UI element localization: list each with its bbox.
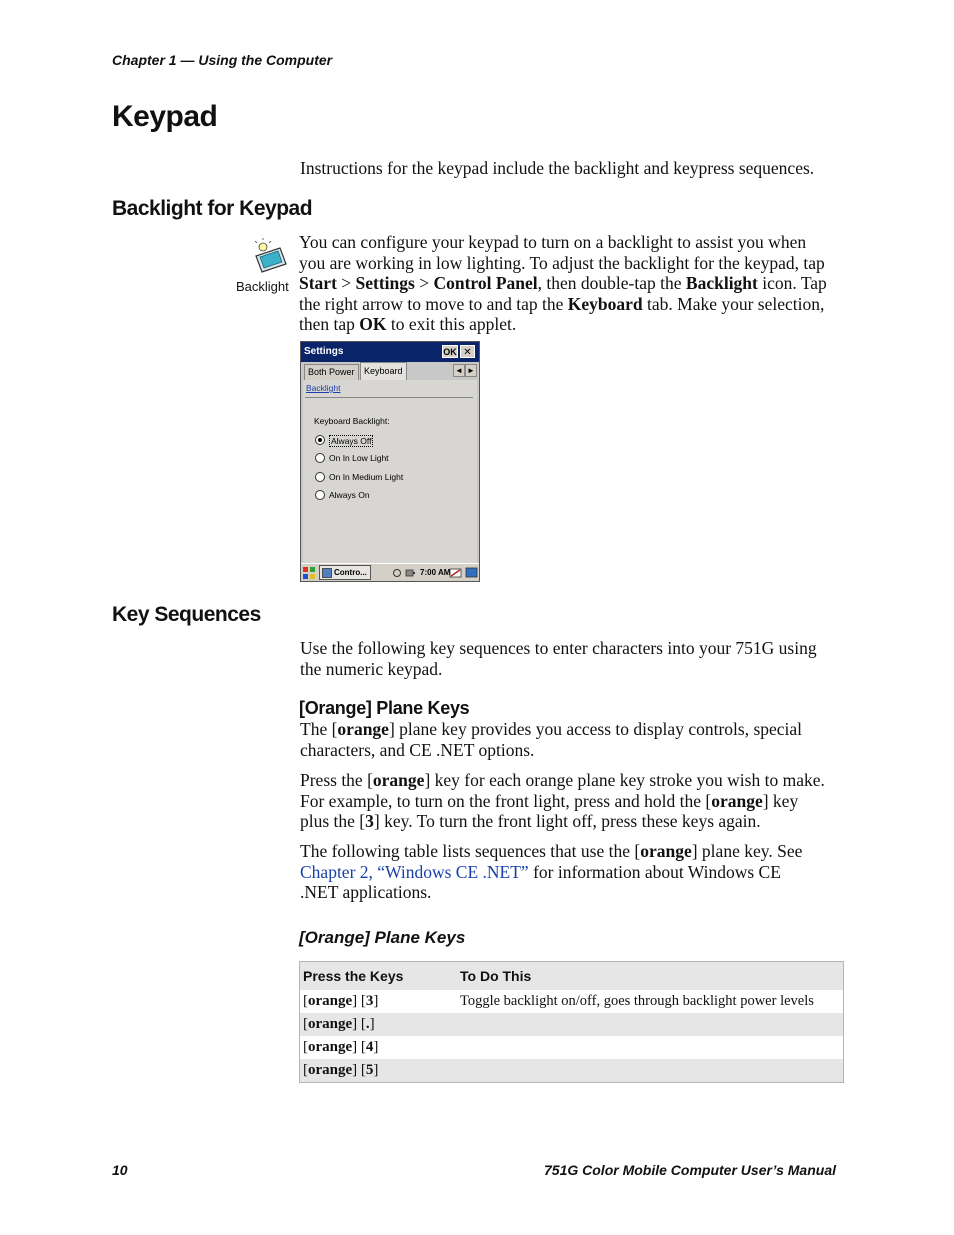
orange-plane-keys-table [299, 961, 844, 1083]
radio-label-on-medium-light: On In Medium Light [329, 472, 404, 482]
tab-both-power[interactable]: Both Power [304, 364, 359, 380]
orange-plane-paragraph-1: The [orange] plane key provides you access to display controls, special characters, and CE .NET options. [300, 719, 803, 760]
table-row [300, 1013, 844, 1036]
radio-always-on[interactable] [315, 490, 325, 500]
radio-on-low-light[interactable] [315, 453, 325, 463]
table-header-action: To Do This [457, 962, 844, 991]
radio-always-off[interactable] [315, 435, 325, 445]
panel-divider [305, 397, 473, 398]
table-row [300, 1059, 844, 1083]
radio-on-medium-light[interactable] [315, 472, 325, 482]
settings-titlebar [301, 342, 479, 362]
keyboard-backlight-label: Keyboard Backlight: [314, 416, 390, 426]
running-head: Chapter 1 — Using the Computer [112, 52, 333, 68]
radio-label-always-off: Always Off [331, 436, 372, 446]
table-cell-keys: [orange] [.] [300, 1013, 458, 1036]
network-icon[interactable] [392, 568, 402, 578]
table-header-row [300, 962, 844, 991]
table-cell-action [457, 1059, 844, 1083]
taskbar [301, 563, 479, 582]
intro-text: Instructions for the keypad include the backlight and keypress sequences. [300, 158, 815, 178]
orange-plane-heading: [Orange] Plane Keys [299, 698, 470, 718]
radio-label-always-on: Always On [329, 490, 370, 500]
battery-icon[interactable] [405, 567, 416, 578]
settings-title: Settings [304, 346, 344, 357]
orange-plane-paragraph-2: Press the [orange] key for each orange plane key stroke you wish to make. For example, to turn on the front light, press and hold the [orange] key plus the [3] key. To turn the front light off, press these keys again. [300, 770, 825, 831]
table-cell-keys: [orange] [5] [300, 1059, 458, 1083]
table-cell-action: Toggle backlight on/off, goes through backlight power levels [457, 990, 844, 1013]
tab-keyboard[interactable]: Keyboard [360, 362, 407, 381]
key-sequences-text: Use the following key sequences to enter characters into your 751G using the numeric keypad. [300, 638, 817, 679]
start-windows-icon[interactable] [302, 566, 316, 580]
table-cell-keys: [orange] [4] [300, 1036, 458, 1059]
tab-scroll-left-icon[interactable]: ◄ [453, 364, 465, 377]
taskbar-control-panel-button[interactable]: Contro... [319, 565, 371, 580]
radio-label-on-low-light: On In Low Light [329, 453, 389, 463]
tab-scroll-right-icon[interactable]: ► [465, 364, 477, 377]
control-panel-icon [322, 568, 332, 578]
backlight-sublink[interactable]: Backlight [306, 383, 341, 393]
backlight-icon-label: Backlight [236, 279, 289, 294]
manual-title: 751G Color Mobile Computer User’s Manual [544, 1162, 836, 1178]
table-caption: [Orange] Plane Keys [299, 928, 466, 947]
backlight-instructions: You can configure your keypad to turn on a backlight to assist you when you are working in low lighting. To adjust the backlight for the keypad, tap Start > Settings > Control Panel, then double-tap the Backlight icon. Tap the right arrow to move to and tap the Keyboard tab. Make your selection, then tap OK to exit this applet. [299, 232, 827, 334]
taskbar-clock[interactable]: 7:00 AM [420, 568, 451, 577]
page-number: 10 [112, 1162, 128, 1178]
table-cell-action [457, 1036, 844, 1059]
chapter-2-link[interactable]: Chapter 2, “Windows CE .NET” [300, 861, 529, 882]
table-row [300, 990, 844, 1013]
orange-plane-paragraph-3: The following table lists sequences that use the [orange] plane key. See Chapter 2, “Windows CE .NET” for information about Windows CE .NET applications. [300, 841, 803, 902]
desktop-icon[interactable] [465, 566, 478, 579]
key-sequences-heading: Key Sequences [112, 603, 261, 626]
table-row [300, 1036, 844, 1059]
ok-button[interactable]: OK [443, 347, 457, 357]
close-button[interactable]: ✕ [460, 345, 475, 358]
settings-screenshot [300, 341, 480, 582]
table-header-keys: Press the Keys [300, 962, 458, 991]
backlight-heading: Backlight for Keypad [112, 197, 313, 220]
table-cell-keys: [orange] [3] [300, 990, 458, 1013]
table-cell-action [457, 1013, 844, 1036]
page-title: Keypad [112, 100, 218, 133]
input-panel-icon[interactable] [449, 566, 462, 579]
